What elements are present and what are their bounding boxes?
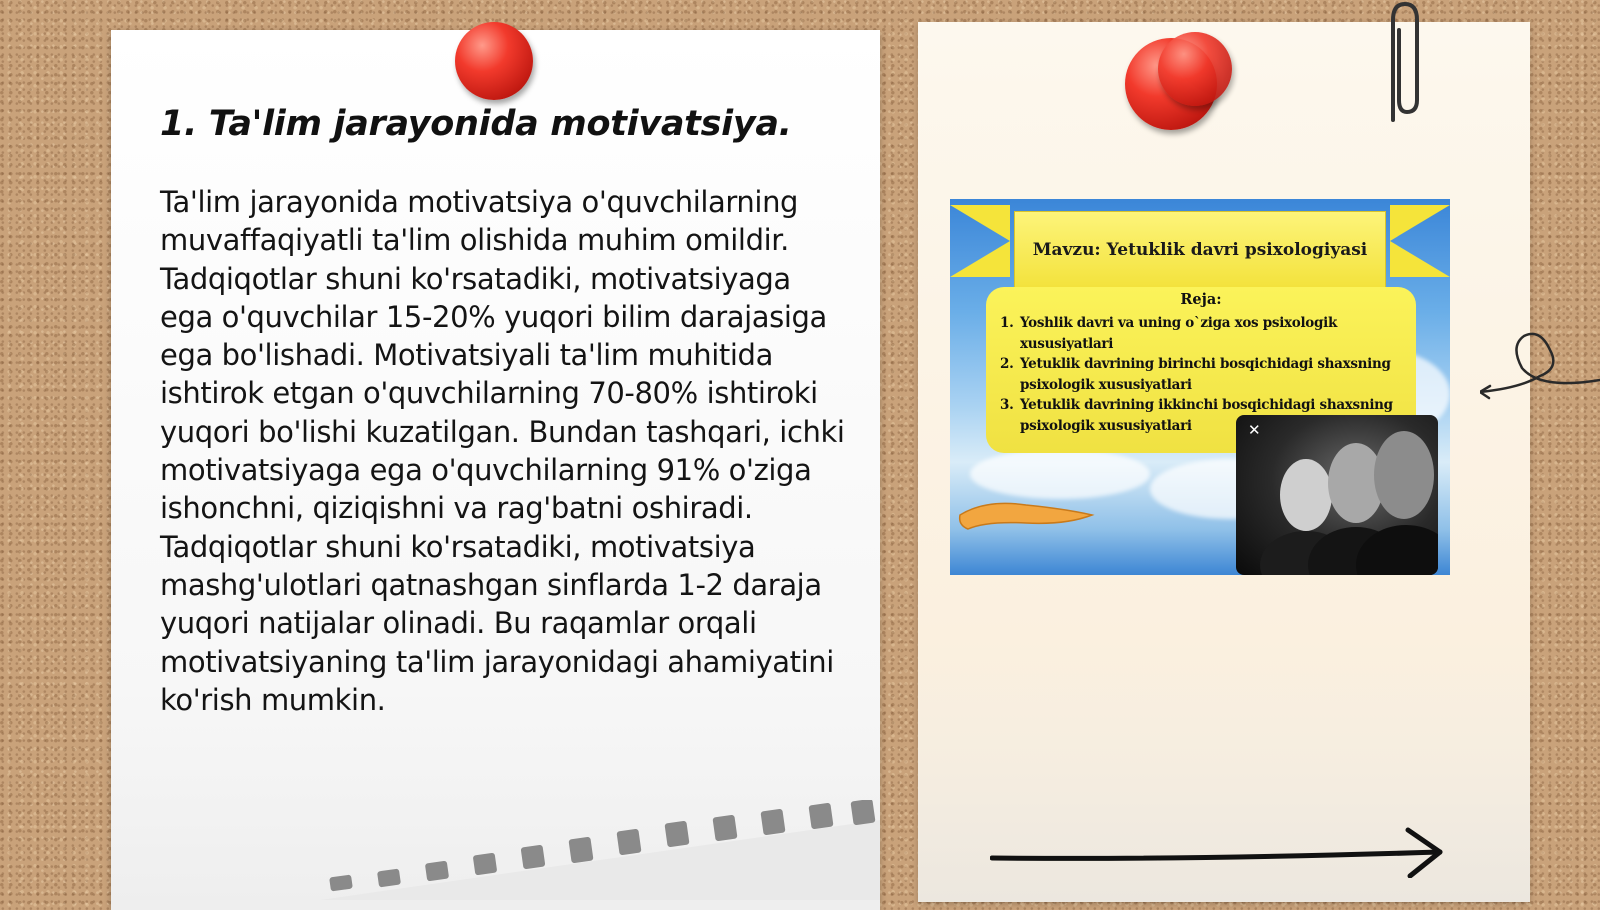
torn-paper-edge [320, 800, 880, 900]
embedded-slide-image [950, 199, 1450, 575]
video-overlay[interactable] [1236, 415, 1438, 575]
plan-title: Reja: [1180, 291, 1222, 308]
topic-banner [1014, 211, 1386, 289]
topic-text: Mavzu: Yetuklik davri psixologiyasi [1032, 240, 1368, 260]
pushpin-icon [1158, 32, 1232, 106]
ribbon-left [950, 205, 1010, 277]
squiggle-arrow-icon [1480, 310, 1600, 410]
faces-image [1236, 415, 1438, 575]
slide-title: 1. Ta'lim jarayonida motivatsiya. [160, 104, 792, 144]
paperclip-icon [1375, 0, 1425, 130]
body-paragraph: Ta'lim jarayonida motivatsiya o'quvchilarning muvaffaqiyatli ta'lim olishida muhim omildir. Tadqiqotlar shuni ko'rsatadiki, motivatsiyaga ega o'quvchilar 15-20% yuqori bilim darajasiga ega bo'lishadi. Motivatsiyali ta'lim muhitida ishtirok etgan o'quvchilarning 70-80% ishtiroki yuqori bo'lishi kuzatilgan. Bundan tashqari, ichki motivatsiyaga ega o'quvchilarning 91% o'ziga ishonchni, qiziqishni va rag'batni oshiradi. Tadqiqotlar shuni ko'rsatadiki, motivatsiya mashg'ulotlari qatnashgan sinflarda 1-2 daraja yuqori natijalar olinadi. Bu raqamlar orqali motivatsiyaning ta'lim jarayonidagi ahamiyatini ko'rish mumkin. [160, 185, 845, 717]
arrow-right-icon [990, 826, 1448, 878]
scroll-ornament [956, 495, 1096, 535]
ribbon-right [1390, 205, 1450, 277]
close-icon[interactable]: ✕ [1248, 421, 1261, 439]
pushpin-icon [455, 22, 533, 100]
plan-item: 1. Yoshlik davri va uning o`ziga xos psixologik xususiyatlari [1000, 315, 1338, 352]
plan-item: 2. Yetuklik davrining birinchi bosqichidagi shaxsning psixologik xususiyatlari [1000, 356, 1391, 393]
plan-item: 3. Yetuklik davrining ikkinchi bosqichidagi shaxsning psixologik xususiyatlari [1000, 397, 1393, 434]
